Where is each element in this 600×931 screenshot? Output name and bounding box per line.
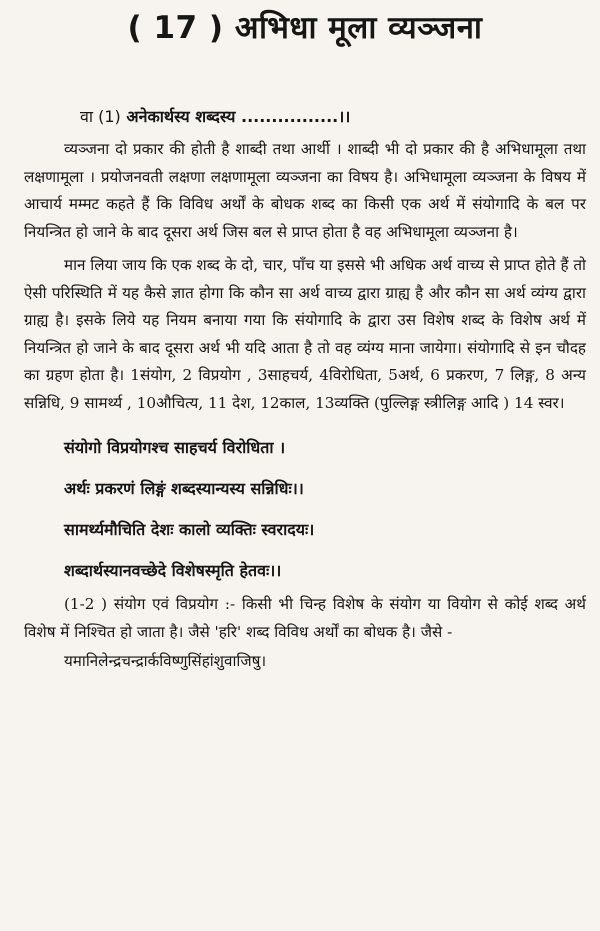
example-line: यमानिलेन्द्रचन्द्रार्कविष्णुसिंहांशुवाजिषु। [64,652,267,670]
paragraph-samyoga-viprayoga: (1-2 ) संयोग एवं विप्रयोग :- किसी भी चिन्ह विशेष के संयोग या वियोग से कोई शब्द अर्थ विशेष में निश्चित हो जाता है। जैसे 'हरि' शब्द विविध अर्थों का बोधक है। जैसे - [24,595,586,641]
verse-line-1: संयोगो विप्रयोगश्च साहचर्य विरोधिता । [64,438,286,457]
paragraph-samyogadi-rule: मान लिया जाय कि एक शब्द के दो, चार, पाँच या इससे भी अधिक अर्थ वाच्य से प्राप्त होते हैं तो ऐसी परिस्थिति में यह कैसे ज्ञात होगा कि कौन सा अर्थ वाच्य द्वारा ग्राह्य है और कौन सा अर्थ व्यंग्य द्वारा ग्राह्य है। इसके लिये यह नियम बनाया गया कि संयोगादि के द्वारा उस विशेष शब्द के विशेष अर्थ में नियन्त्रित हो जाने के बाद दूसरा अर्थ भी यदि आता है तो वह व्यंग्य माना जायेगा। संयोगादि से इन चौदह का ग्रहण होता है। 1संयोग, 2 विप्रयोग , 3साहचर्य, 4विरोधिता, 5अर्थ, 6 प्रकरण, 7 लिङ्ग, 8 अन्य सन्निधि, 9 सामर्थ्य , 10औचित्य, 11 देश, 12काल, 13व्यक्ति (पुल्लिङ्ग स्त्रीलिङ्ग आदि ) 14 स्वर। [24,256,586,412]
verse-block [64,427,586,591]
chapter-title: ( 17 ) अभिधा मूला व्यञ्जना [127,10,483,46]
sutra-text: अनेकार्थस्य शब्दस्य ................।। [126,107,351,126]
sutra-heading [80,102,586,132]
sutra-number: वा (1) [80,107,121,126]
verse-line-4: शब्दार्थस्यानवच्छेदे विशेषस्मृति हेतवः।। [64,561,282,580]
verse-line-3: सामर्थ्यमौचिति देशः कालो व्यक्तिः स्वरादयः। [64,520,315,539]
verse-line-2: अर्थः प्रकरणं लिङ्गं शब्दस्यान्यस्य सन्निधिः।। [64,479,304,498]
paragraph-vyanjana-types: व्यञ्जना दो प्रकार की होती है शाब्दी तथा आर्थी । शाब्दी भी दो प्रकार की है अभिधामूला तथा लक्षणामूला । प्रयोजनवती लक्षणा लक्षणामूला व्यञ्जना का विषय है। अभिधामूला व्यञ्जना के विषय में आचार्य मम्मट कहते हैं कि विविध अर्थों के बोधक शब्द का किसी एक अर्थ में संयोगादि के बल पर नियन्त्रित हो जाने के बाद दूसरा अर्थ जिस बल से प्राप्त होता है वह अभिधामूला व्यञ्जना है। [24,140,586,241]
